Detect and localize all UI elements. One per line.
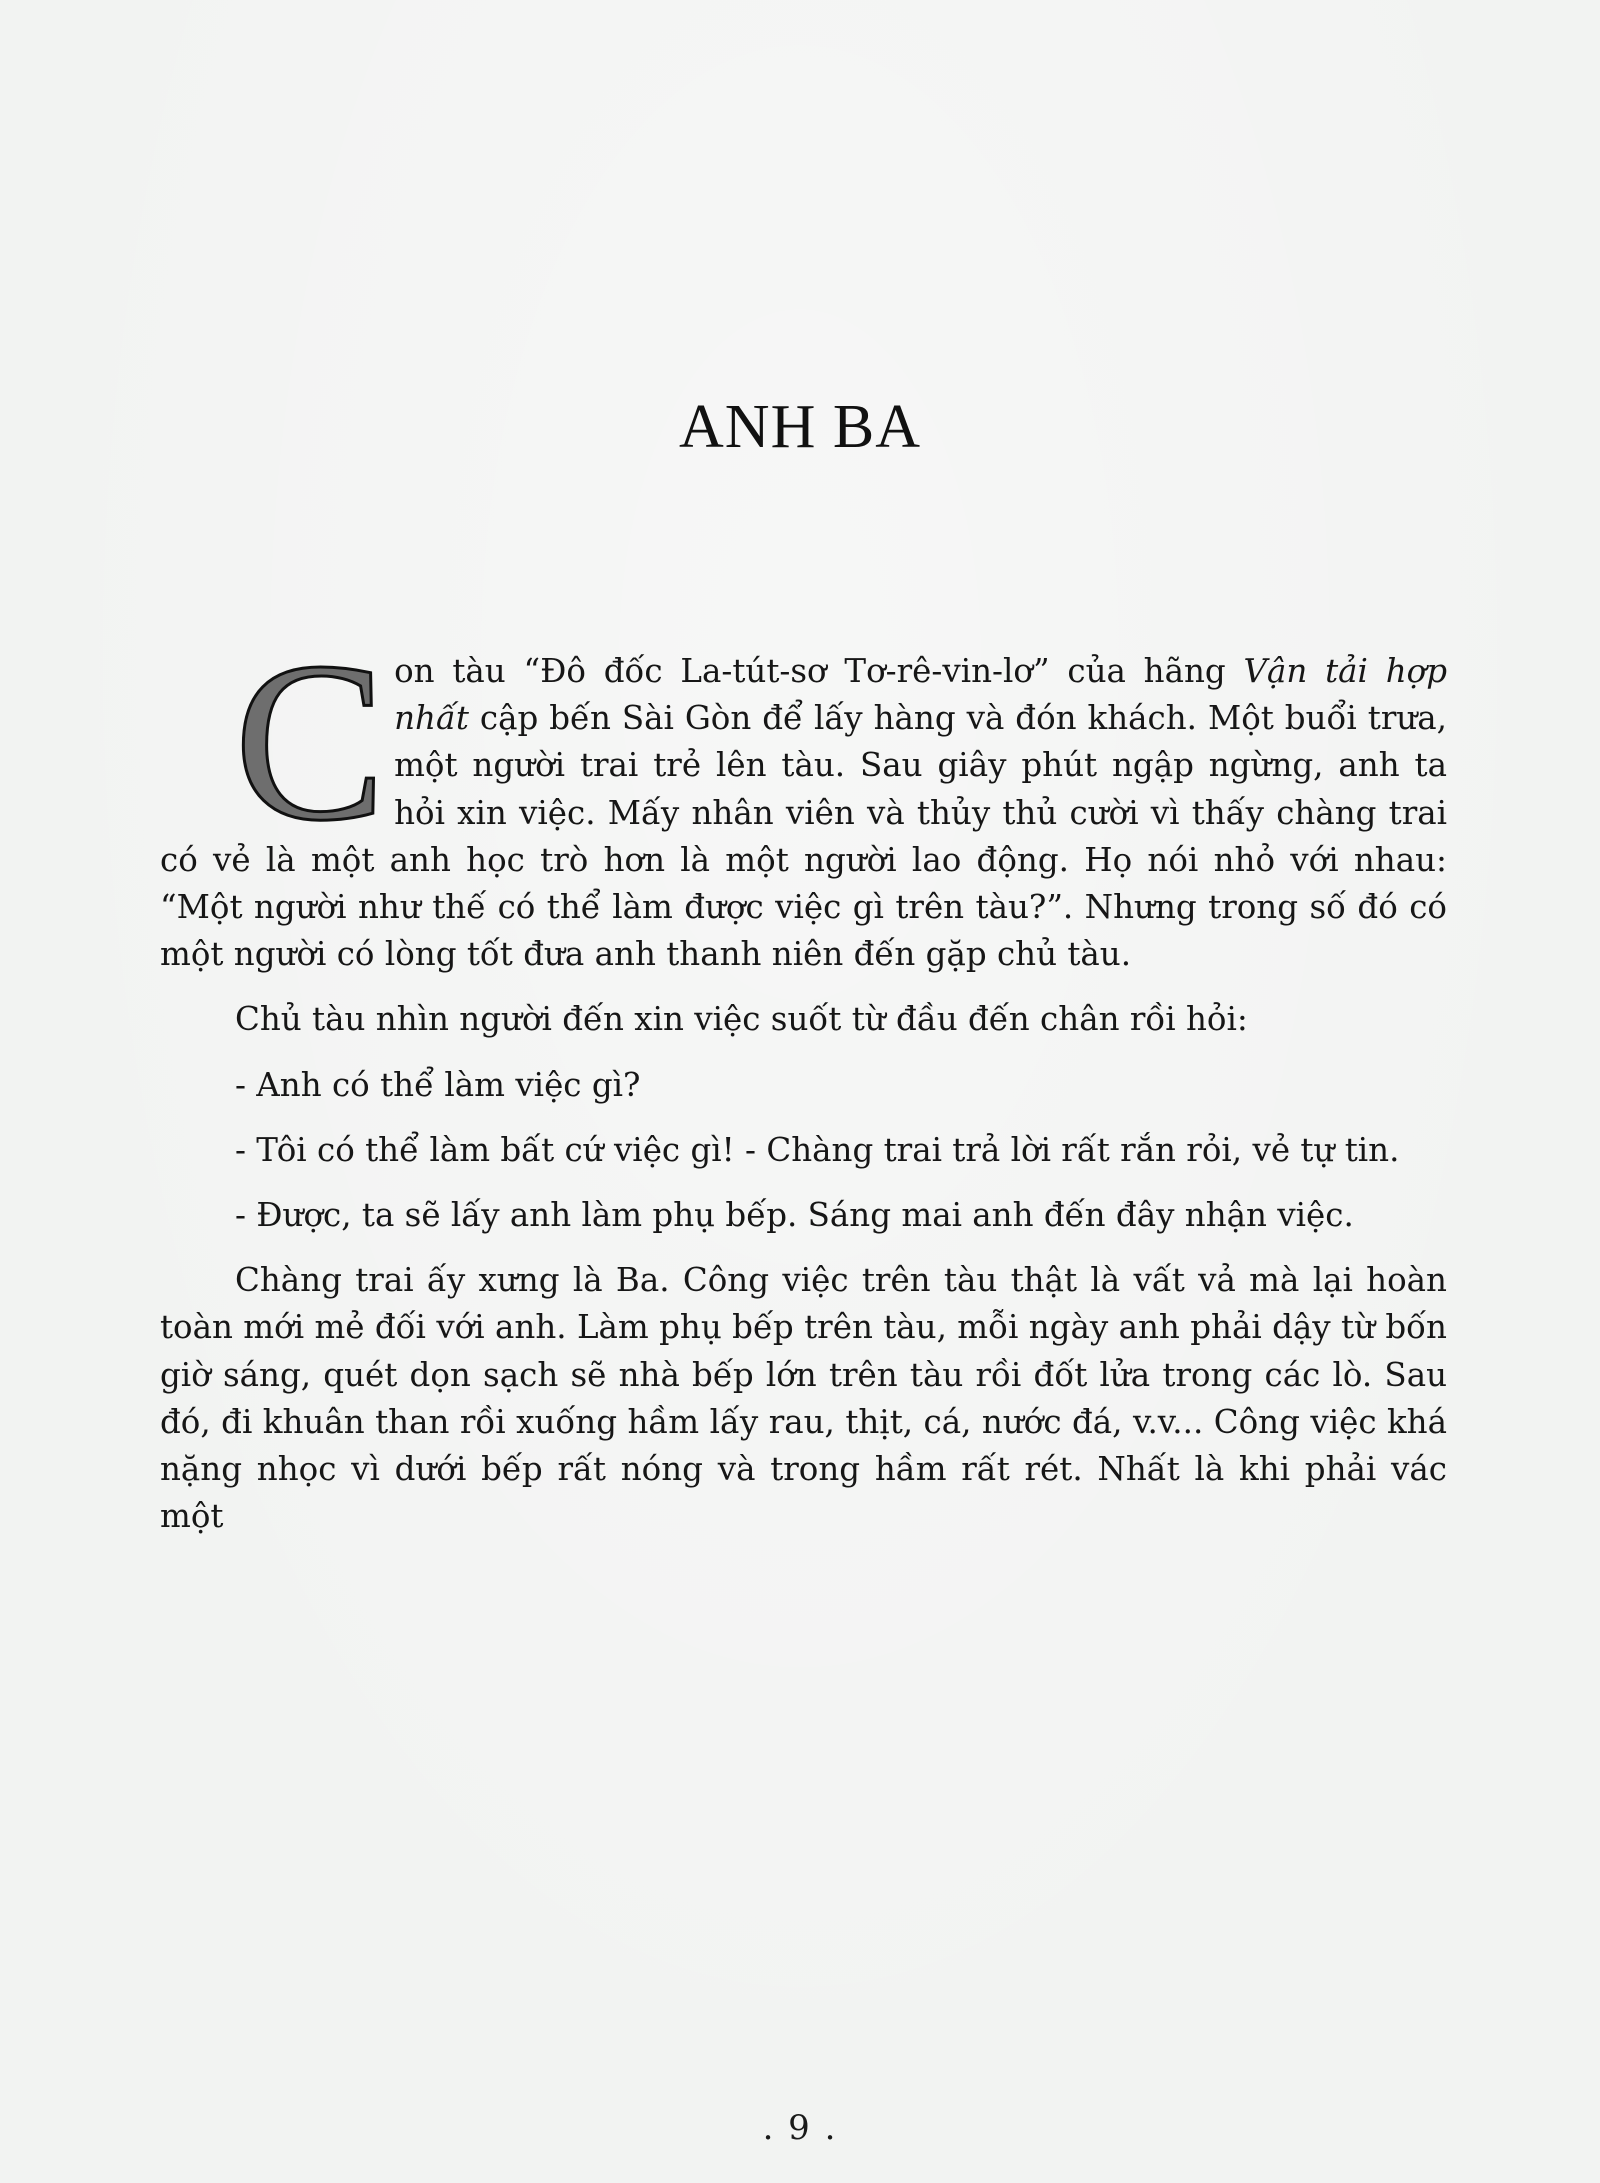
page-number: . 9 . — [762, 2108, 838, 2148]
dialogue-owner-question: - Anh có thể làm việc gì? — [235, 1065, 641, 1104]
paragraph-ba-work: Chàng trai ấy xưng là Ba. Công việc trên tàu thật là vất vả mà lại hoàn toàn mới mẻ đối với anh. Làm phụ bếp trên tàu, mỗi ngày anh phải dậy từ bốn giờ sáng, quét dọn sạch sẽ nhà bếp lớn trên tàu rồi đốt lửa trong các lò. Sau đó, đi khuân than rồi xuống hầm lấy rau, thịt, cá, nước đá, v.v... Công việc khá nặng nhọc vì dưới bếp rất nóng và trong hầm rất rét. Nhất là khi phải vác một — [160, 1261, 1447, 1536]
opening-text-part1: on tàu “Đô đốc La-tút-sơ Tơ-rê-vin-lơ” của hãng — [394, 652, 1244, 690]
chapter-title: ANH BA — [679, 393, 921, 461]
paragraph-opening — [160, 616, 1447, 978]
dialogue-young-man-answer: - Tôi có thể làm bất cứ việc gì! - Chàng trai trả lời rất rắn rỏi, vẻ tự tin. — [235, 1130, 1400, 1169]
opening-text-part2: cập bến Sài Gòn để lấy hàng và đón khách. Một buổi trưa, một người trai trẻ lên tàu. Sau giây phút ngập ngừng, anh ta hỏi xin việc. Mấy nhân viên và thủy thủ cười vì thấy chàng trai có vẻ là một anh học trò hơn là một người lao động. Họ nói nhỏ với nhau: “Một người như thế có thể làm được việc gì trên tàu?”. Nhưng trong số đó có một người có lòng tốt đưa anh thanh niên đến gặp chủ tàu. — [160, 699, 1447, 974]
drop-cap-letter: C — [234, 616, 387, 868]
paragraph-owner-looks: Chủ tàu nhìn người đến xin việc suốt từ đầu đến chân rồi hỏi: — [235, 1000, 1248, 1039]
company-name-italic: Vận tải hợp nhất — [394, 652, 1447, 738]
chapter-body — [160, 616, 1447, 1558]
dialogue-owner-hires: - Được, ta sẽ lấy anh làm phụ bếp. Sáng mai anh đến đây nhận việc. — [235, 1196, 1354, 1235]
